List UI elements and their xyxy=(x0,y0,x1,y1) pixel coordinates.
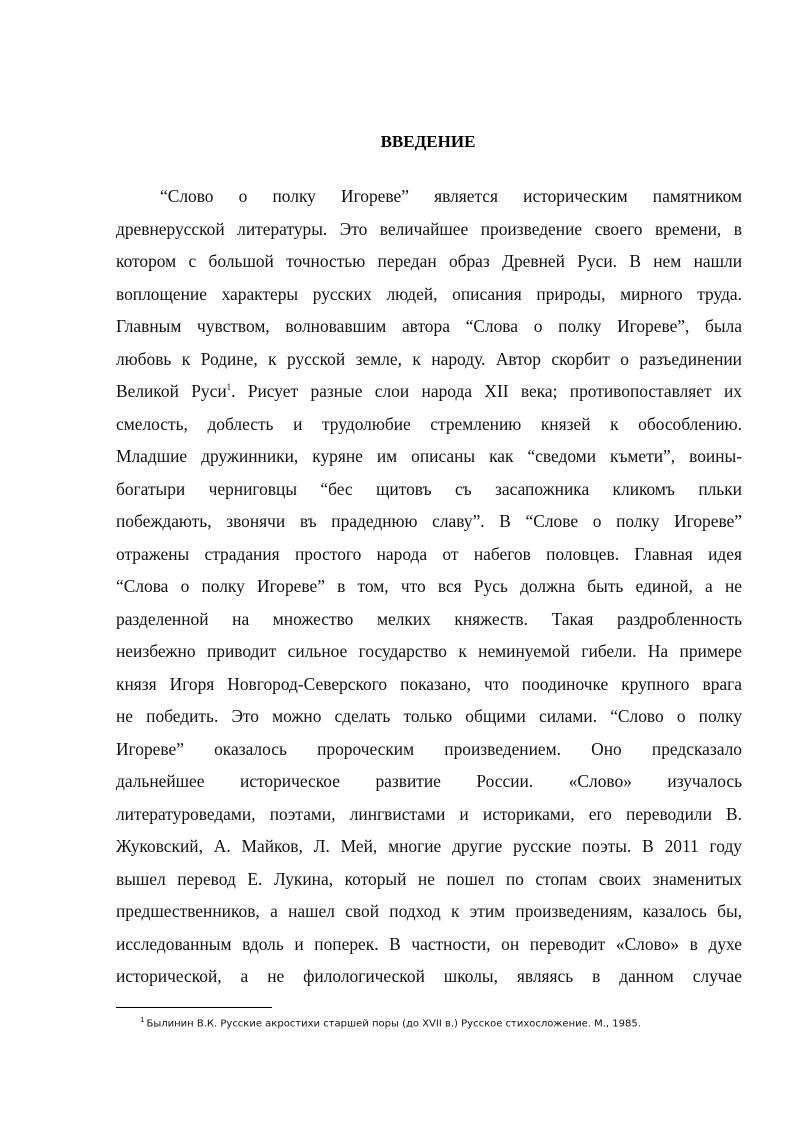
paragraph-line: побеждають, звонячи въ прадеднюю славу”. В “Слове о полку Игореве” xyxy=(116,511,742,531)
footnote-separator xyxy=(116,1007,272,1008)
paragraph-line: дальнейшее историческое развитие России. «Слово» изучалось xyxy=(116,771,742,791)
paragraph-line: древнерусской литературы. Это величайшее произведение своего времени, в xyxy=(116,218,742,239)
paragraph-line-end: . Рисует разные слои народа XII века; противопоставляет их xyxy=(231,381,742,401)
paragraph-line: исторической, а не филологической школы, являясь в данном случае xyxy=(116,966,742,986)
footnote xyxy=(140,1016,641,1029)
page-heading: ВВЕДЕНИЕ xyxy=(380,132,476,151)
paragraph-line: “Слово о полку Игореве” является историческим памятником xyxy=(160,186,742,206)
paragraph-line: вышел перевод Е. Лукина, который не пошел по стопам своих знаменитых xyxy=(116,868,742,889)
paragraph-line: неизбежно приводит сильное государство к неминуемой гибели. На примере xyxy=(116,641,742,661)
body-paragraph xyxy=(116,180,742,993)
paragraph-line: князя Игоря Новгород-Северского показано, что поодиночке крупного врага xyxy=(116,673,742,694)
paragraph-line: “Слова о полку Игореве” в том, что вся Русь должна быть единой, а не xyxy=(116,576,742,596)
paragraph-line: исследованным вдоль и поперек. В частности, он переводит «Слово» в духе xyxy=(116,933,742,954)
paragraph-line: смелость, доблесть и трудолюбие стремлению князей к обособлению. xyxy=(116,413,742,434)
paragraph-line: Игореве” оказалось пророческим произведением. Оно предсказало xyxy=(116,738,742,759)
paragraph-line: литературоведами, поэтами, лингвистами и историками, его переводили В. xyxy=(116,803,742,824)
paragraph-line: воплощение характеры русских людей, описания природы, мирного труда. xyxy=(116,283,742,304)
footnote-number: 1 xyxy=(140,1016,145,1024)
paragraph-line: разделенной на множество мелких княжеств. Такая раздробленность xyxy=(116,608,742,629)
paragraph-line: богатыри черниговцы “бес щитовъ съ засапожника кликомъ пльки xyxy=(116,478,742,499)
paragraph-line-start: Великой Руси xyxy=(116,381,227,401)
paragraph-line: любовь к Родине, к русской земле, к народу. Автор скорбит о разъединении xyxy=(116,348,742,369)
paragraph-line: Жуковский, А. Майков, Л. Мей, многие другие русские поэты. В 2011 году xyxy=(116,836,742,856)
paragraph-line: предшественников, а нашел свой подход к этим произведениям, казалось бы, xyxy=(116,901,742,921)
footnote-reference[interactable]: 1 xyxy=(226,382,232,393)
paragraph-line: не победить. Это можно сделать только общими силами. “Слово о полку xyxy=(116,706,742,726)
paragraph-line: Младшие дружинники, куряне им описаны как “сведоми къмети”, воины- xyxy=(116,446,742,466)
paragraph-line-with-footnote xyxy=(116,375,742,408)
paragraph-line: Главным чувством, волновавшим автора “Слова о полку Игореве”, была xyxy=(116,316,742,336)
footnote-text: Былинин В.К. Русские акростихи старшей поры (до XVII в.) Русское стихосложение. М., 1985. xyxy=(146,1018,641,1030)
paragraph-line: отражены страдания простого народа от набегов половцев. Главная идея xyxy=(116,543,742,564)
paragraph-line: котором с большой точностью передан образ Древней Руси. В нем нашли xyxy=(116,251,742,271)
